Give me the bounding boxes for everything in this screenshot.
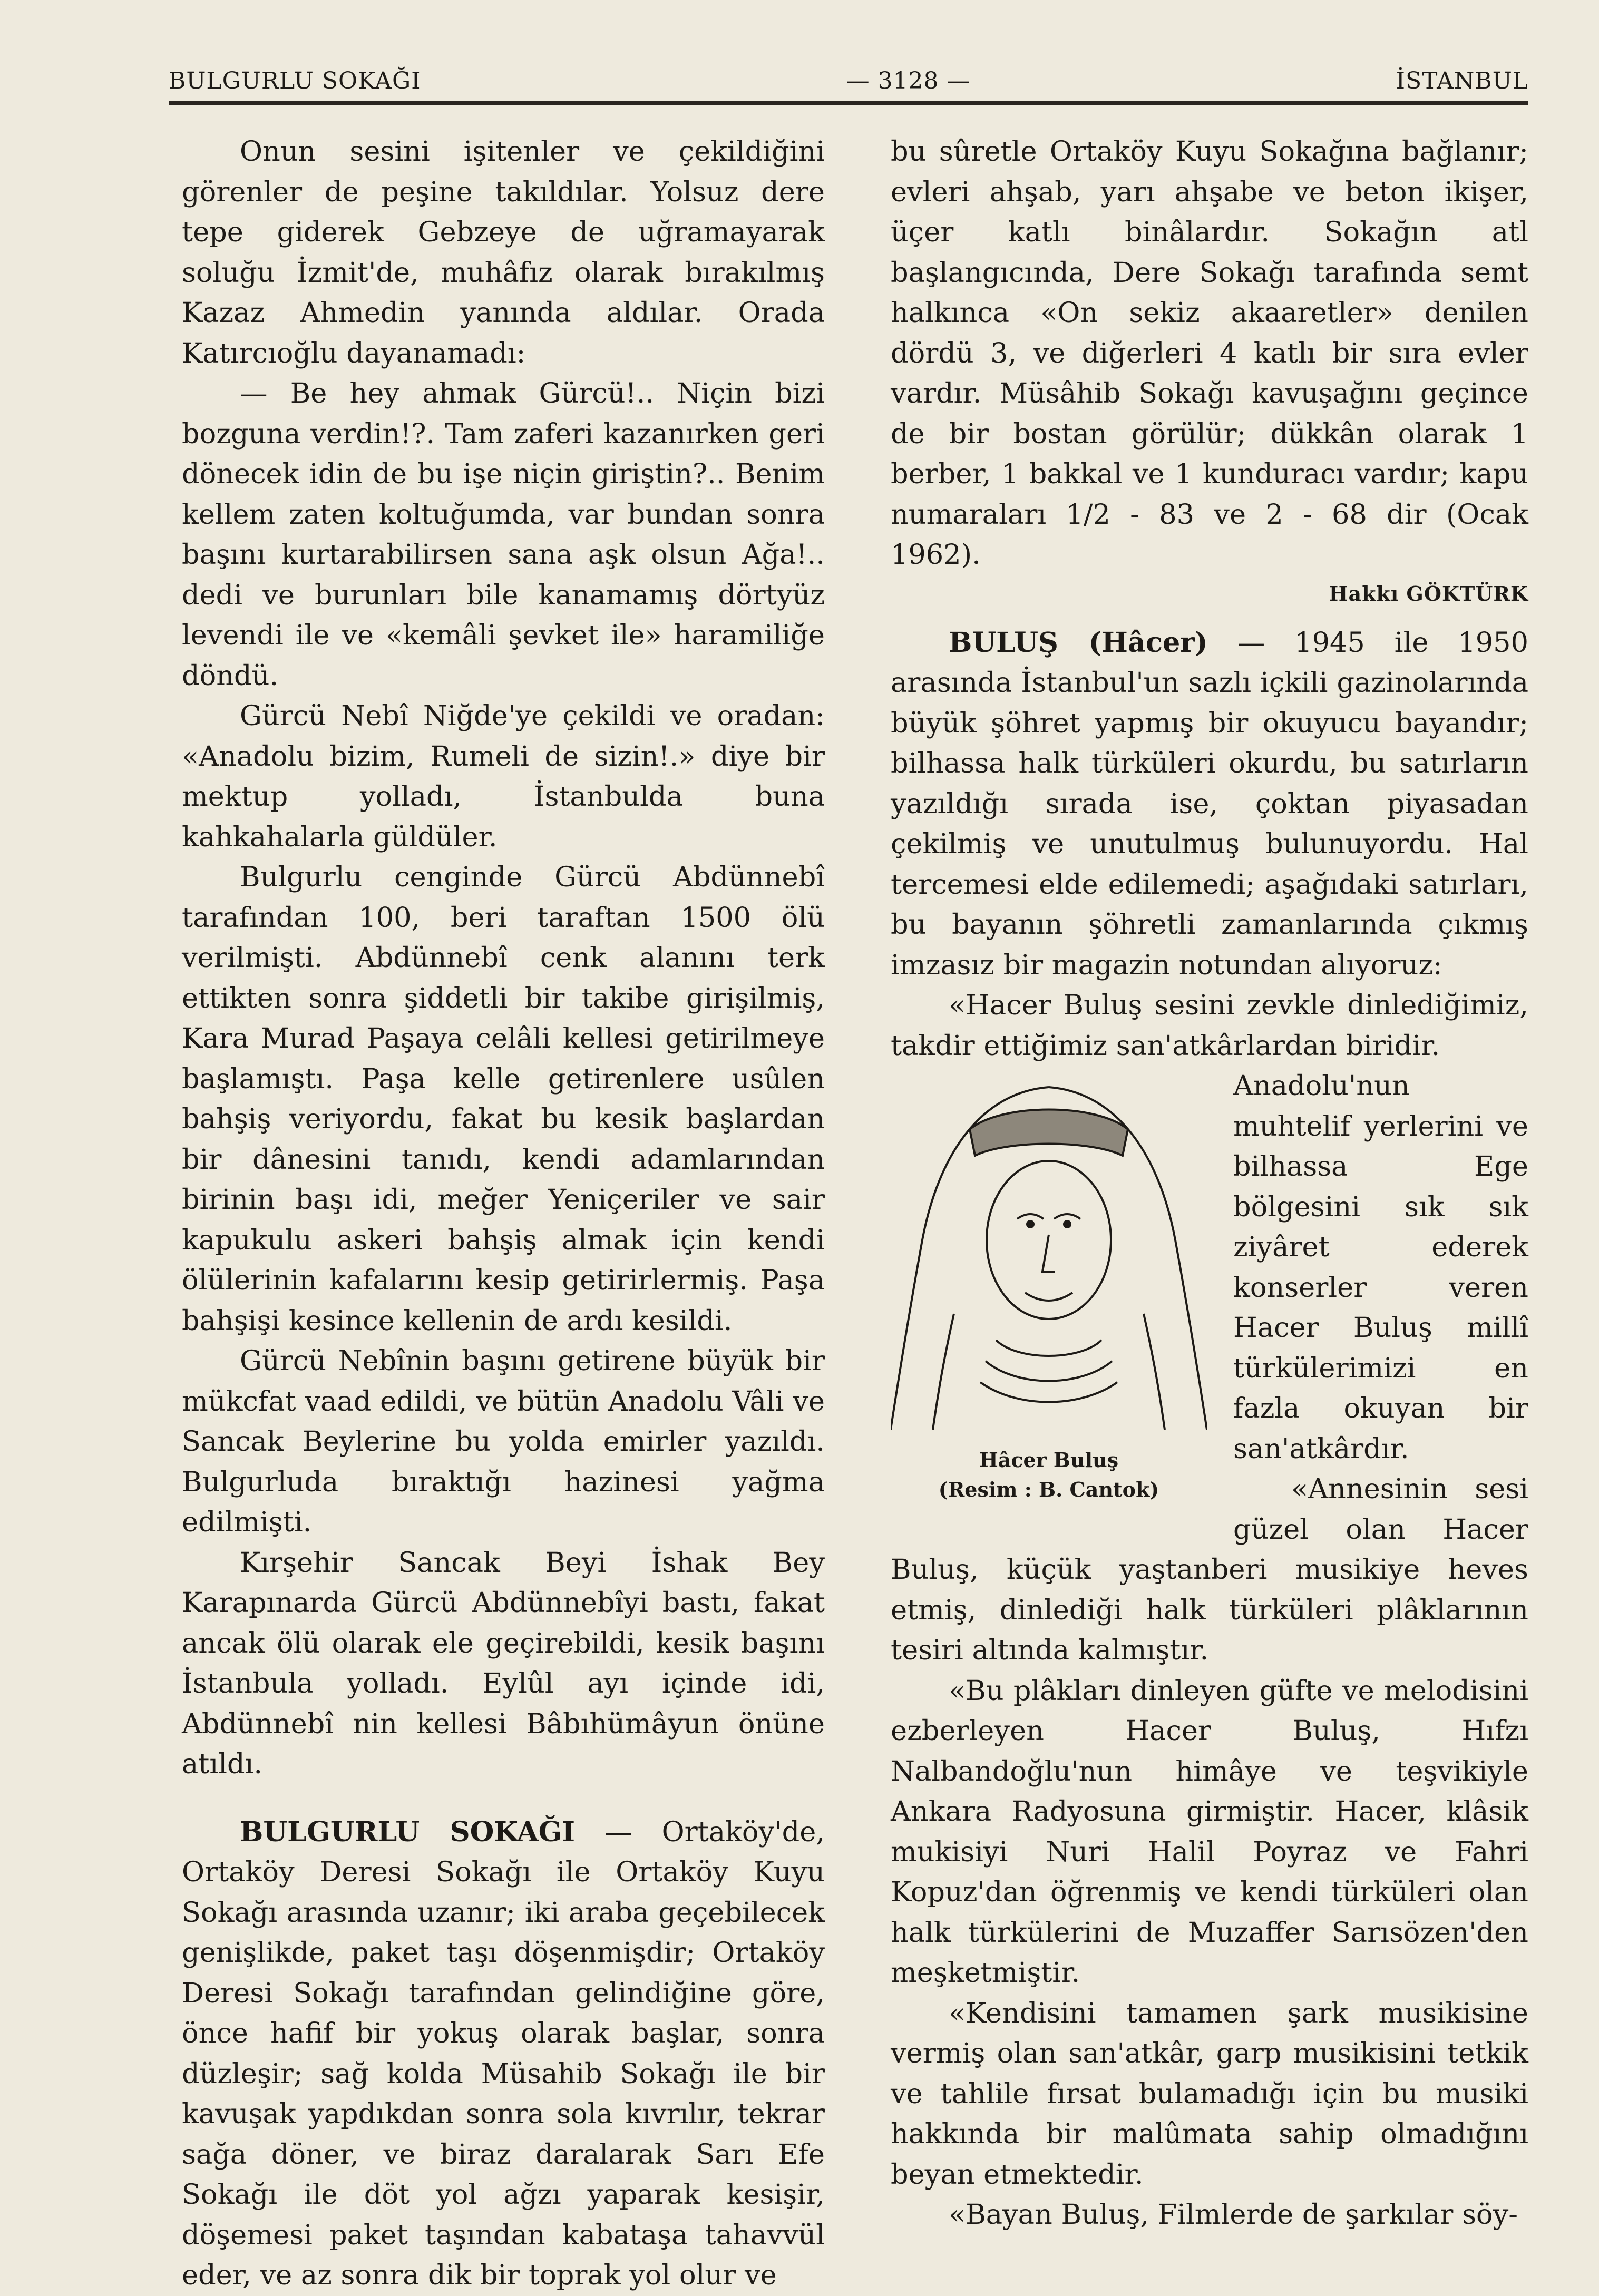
quote-paragraph: «Bayan Buluş, Filmlerde de şarkılar söy- xyxy=(949,2199,1518,2231)
quote-paragraph: «Kendisini tamamen şark musikisine vermiş olan san'atkâr, garp musikisini tetkik ve tahlile fırsat bulamadığı için bu musiki hakkında bir malûmata sahip olmadığını beyan etmektedir. xyxy=(891,1997,1528,2191)
entry-bulgurlu-sokagi xyxy=(182,1812,825,2296)
paragraph: bu sûretle Ortaköy Kuyu Sokağına bağlanır; evleri ahşab, yarı ahşabe ve beton ikişer, üçer katlı binâlardır. Sokağın atl başlangıcında, Dere Sokağı tarafında semt halkınca «On sekiz akaaretler» denilen dördü 3, ve diğerleri 4 katlı bir sıra evler vardır. Müsâhib Sokağı kavuşağını geçince de bir bostan görülür; dükkân olarak 1 berber, 1 bakkal ve 1 kunduracı vardır; kapu numaraları 1/2 - 83 ve 2 - 68 dir (Ocak 1962). xyxy=(891,135,1528,571)
quote-paragraph: «Annesinin sesi güzel olan Hacer Buluş, küçük yaştanberi musikiye heves etmiş, dinlediği halk türküleri plâklarının tesiri altında kalmıştır. xyxy=(891,1473,1528,1666)
paragraph: Kırşehir Sancak Beyi İshak Bey Karapınarda Gürcü Abdünnebîyi bastı, fakat ancak ölü olarak ele geçirebildi, kesik başını İstanbula yolladı. Eylûl ayı içinde idi, Abdünnebî nin kellesi Bâbıhümâyun önüne atıldı. xyxy=(182,1546,825,1780)
quote-paragraph: «Bu plâkları dinleyen güfte ve melodisini ezberleyen Hacer Buluş, Hıfzı Nalbandoğlu'nun himâye ve teşvikiyle Ankara Radyosuna girmiştir. Hacer, klâsik mukisiyi Nuri Halil Poyraz ve Fahri Kopuz'dan öğrenmiş ve kendi türküleri olan halk türkülerini de Muzaffer Sarısözen'den meşketmiştir. xyxy=(891,1674,1528,1989)
figure-caption-name: Hâcer Buluş xyxy=(979,1448,1119,1472)
header-section-title: BULGURLU SOKAĞI xyxy=(169,67,421,94)
paragraph: Gürcü Nebînin başını getirene büyük bir mükcfat vaad edildi, ve bütün Anadolu Vâli ve Sancak Beylerine bu yolda emirler yazıldı. Bulgurluda bıraktığı hazinesi yağma edilmişti. xyxy=(182,1345,825,1538)
paragraph: Bulgurlu cenginde Gürcü Abdünnebî tarafından 100, beri taraftan 1500 ölü verilmişti. Abdünnebî cenk alanını terk ettikten sonra şiddetli bir takibe girişilmiş, Kara Murad Paşaya celâli kellesi getirilmeye başlamıştı. Paşa kelle getirenlere usûlen bahşiş veriyordu, fakat bu kesik başlardan bir dânesini tanıdı, kendi adamlarından birinin başı idi, meğer Yeniçeriler ve sair kapukulu askeri bahşiş almak için kendi ölülerinin kafalarını kesip getirirlermiş. Paşa bahşişi kesince kellenin de ardı kesildi. xyxy=(182,861,825,1337)
author-signature: Hakkı GÖKTÜRK xyxy=(1329,581,1528,605)
page-header xyxy=(169,62,1528,99)
paragraph: — Be hey ahmak Gürcü!.. Niçin bizi bozguna verdin!?. Tam zaferi kazanırken geri dönecek idin de bu işe niçin giriştin?.. Benim kellem zaten koltuğumda, var bundan sonra başını kurtarabilirsen sana aşk olsun Ağa!.. dedi ve burunları bile kanamamış dörtyüz levendi ile ve «kemâli şevket ile» haramiliğe döndü. xyxy=(182,377,825,692)
entry-title: BULGURLU SOKAĞI xyxy=(240,1815,576,1848)
paragraph: Onun sesini işitenler ve çekildiğini görenler de peşine takıldılar. Yolsuz dere tepe giderek Gebzeye de uğramayarak soluğu İzmit'de, muhâfız olarak bırakılmış Kazaz Ahmedin yanında aldılar. Orada Katırcıoğlu dayanamadı: xyxy=(182,135,825,369)
page-number: — 3128 — xyxy=(846,67,971,94)
figure-caption-credit: (Resim : B. Cantok) xyxy=(938,1478,1159,1501)
portrait-illustration xyxy=(891,1066,1207,1445)
entry-text: — Ortaköy'de, Ortaköy Deresi Sokağı ile Ortaköy Kuyu Sokağı arasında uzanır; iki araba geçebilecek genişlikde, paket taşı döşenmişdir; Ortaköy Deresi Sokağı tarafından gelindiğine göre, önce hafif bir yokuş olarak başlar, sonra düzleşir; sağ kolda Müsahib Sokağı ile bir kavuşak yapdıkdan sonra sola kıvrılır, tekrar sağa döner, ve biraz daralarak Sarı Efe Sokağı ile döt yol ağzı yaparak kesişir, döşemesi paket taşından kabataşa tahavvül eder, ve az sonra dik bir toprak yol olur ve xyxy=(182,1815,825,2291)
quote-paragraph: «Hacer Buluş sesini zevkle dinlediğimiz, takdir ettiğimiz san'atkârlardan biridir. xyxy=(891,989,1528,1062)
entry-text: — 1945 ile 1950 arasında İstanbul'un sazlı içkili gazinolarında büyük şöhret yapmış bir okuyucu bayandır; bilhassa halk türküleri okurdu, bu satırların yazıldığı sırada ise, çoktan piyasadan çekilmiş ve unutulmuş bulunuyordu. Hal tercemesi elde edilemedi; aşağıdaki satırları, bu bayanın şöhretli zamanlarında çıkmış imzasız bir magazin notundan alıyoruz: xyxy=(891,626,1528,981)
header-city: İSTANBUL xyxy=(1396,67,1528,94)
portrait-figure xyxy=(880,1066,1217,1504)
quote-paragraph: Anadolu'nun muhtelif yerlerini ve bilhassa Ege bölgesini sık sık ziyâret ederek konserler veren Hacer Buluş millî türkülerimizi en fazla okuyan bir san'atkârdır. xyxy=(1233,1070,1528,1465)
left-column xyxy=(182,132,825,2296)
entry-bulus-hacer xyxy=(891,623,1528,986)
header-rule xyxy=(169,101,1528,105)
paragraph: Gürcü Nebî Niğde'ye çekildi ve oradan: «Anadolu bizim, Rumeli de sizin!.» diye bir mektup yolladı, İstanbulda buna kahkahalarla güldüler. xyxy=(182,700,825,853)
entry-title: BULUŞ (Hâcer) xyxy=(949,626,1208,659)
right-column xyxy=(891,132,1528,2235)
